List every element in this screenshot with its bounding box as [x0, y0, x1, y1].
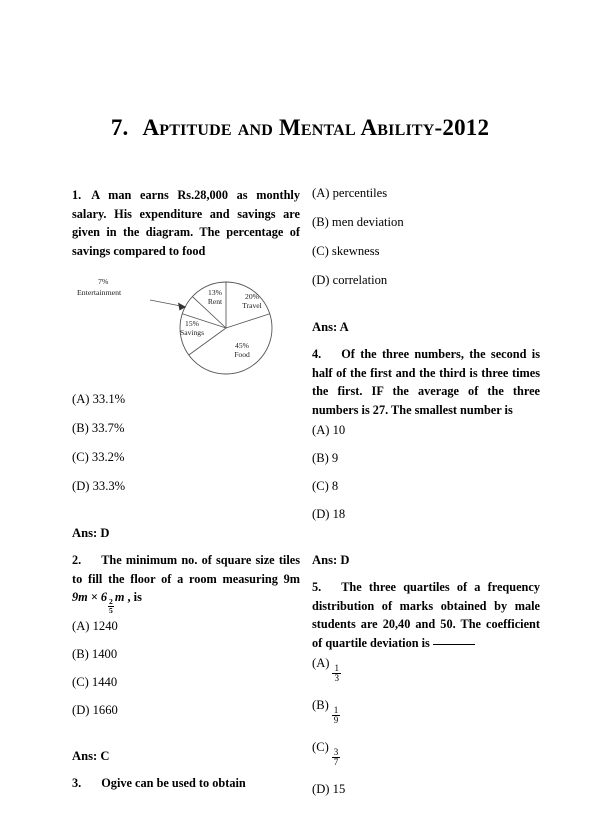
question-2-body: The minimum no. of square size tiles to fill the floor of a room measuring 9m: [72, 553, 300, 586]
page-title: [60, 112, 540, 143]
question-1-option-d: (D) 33.3%: [72, 479, 126, 493]
option-b-numerator: 1: [333, 704, 339, 715]
page-title-number: 7.: [110, 115, 129, 140]
question-4-body: Of the three numbers, the second is half of the first and the third is three times the first. IF the average of the three numbers is 27. The smallest number is: [312, 347, 540, 417]
question-5-option-b: [312, 698, 540, 726]
question-4-option-d: (D) 18: [312, 507, 346, 521]
question-5-option-a-label: (A): [312, 656, 330, 670]
question-2-body-after: , is: [127, 590, 142, 604]
option-c-numerator: 3: [333, 746, 339, 757]
question-5-option-c-fraction: [332, 748, 341, 768]
pie-label-entertainment-value: 7%: [98, 277, 109, 286]
question-2-option-d: (D) 1660: [72, 702, 118, 717]
question-4-option-c: (C) 8: [312, 479, 339, 493]
question-2-answer: Ans: C: [72, 748, 110, 763]
question-5-blank: [433, 644, 475, 645]
question-1-option-c: (C) 33.2%: [72, 450, 125, 464]
pie-label-food-value: 45%: [235, 341, 249, 350]
pie-label-entertainment-name: Entertainment: [77, 288, 122, 297]
option-c-denominator: 7: [333, 757, 339, 768]
right-column: [312, 186, 540, 811]
question-5-number: 5.: [312, 580, 322, 594]
question-5-option-a-fraction: [332, 664, 341, 684]
question-2-math: [72, 590, 125, 615]
math-fraction-numerator: 2: [109, 596, 113, 606]
question-5-option-d: [312, 782, 540, 797]
question-1-answer: Ans: D: [72, 526, 110, 540]
question-2-number: 2.: [72, 553, 82, 567]
question-4-number: 4.: [312, 347, 322, 361]
option-a-denominator: 3: [334, 673, 340, 684]
pie-label-food-name: Food: [234, 350, 250, 359]
question-5-option-b-label: (B): [312, 697, 329, 712]
question-5-option-c: [312, 740, 540, 768]
question-2-option-b: (B) 1400: [72, 646, 118, 661]
question-1-text: [72, 186, 300, 260]
option-b-denominator: 9: [333, 715, 339, 726]
question-1-option-a: (A) 33.1%: [72, 392, 126, 406]
question-2-option-a: (A) 1240: [72, 618, 118, 633]
question-2-option-c: (C) 1440: [72, 674, 118, 689]
question-3-number: 3.: [72, 775, 82, 790]
math-operator: ×: [90, 590, 98, 604]
question-4-answer: Ans: D: [312, 553, 350, 567]
question-5-option-d-label: (D): [312, 781, 330, 796]
pie-chart: [72, 268, 300, 388]
math-fraction-denominator: 5: [109, 605, 113, 615]
question-2-text: [72, 551, 300, 615]
question-5-body: The three quartiles of a frequency distribution of marks obtained by male students are 20,40 and 50. The coefficient of quartile deviation is: [312, 580, 540, 650]
question-1-option-b: (B) 33.7%: [72, 421, 125, 435]
question-5-option-c-label: (C): [312, 739, 329, 754]
question-3-body: Ogive can be used to obtain: [101, 775, 246, 790]
pie-label-rent-value: 13%: [208, 288, 222, 297]
math-unit: m: [114, 590, 125, 604]
question-3-option-b: (B) men deviation: [312, 215, 404, 229]
question-3-text: [72, 774, 300, 793]
question-5-text: [312, 578, 540, 652]
pie-label-travel-value: 20%: [245, 292, 259, 301]
pie-label-rent-name: Rent: [207, 297, 223, 306]
math-whole-number: 6: [100, 590, 108, 604]
question-1-body: A man earns Rs.28,000 as monthly salary. His expenditure and savings are given in the diagram. The percentage of savings compared to food: [72, 188, 300, 258]
question-3-answer: Ans: A: [312, 320, 349, 334]
question-3-option-a: (A) percentiles: [312, 186, 388, 200]
pie-label-savings-name: Savings: [179, 328, 205, 337]
question-4-text: [312, 345, 540, 419]
question-3-option-d: (D) correlation: [312, 273, 388, 287]
question-5-option-a: [312, 656, 540, 684]
question-3-option-c: (C) skewness: [312, 244, 380, 258]
question-1-number: 1.: [72, 188, 82, 202]
math-fraction: [108, 598, 114, 615]
math-first-term: 9m: [72, 590, 88, 604]
pie-label-travel-name: Travel: [242, 301, 262, 310]
option-a-numerator: 1: [334, 662, 340, 673]
question-4-option-a: (A) 10: [312, 423, 346, 437]
question-4-option-b: (B) 9: [312, 451, 339, 465]
page-title-text: Aptitude and Mental Ability-2012: [142, 115, 490, 140]
pie-label-savings-value: 15%: [185, 319, 199, 328]
question-5-option-d-value: 15: [332, 781, 346, 796]
question-5-option-b-fraction: [332, 706, 341, 726]
